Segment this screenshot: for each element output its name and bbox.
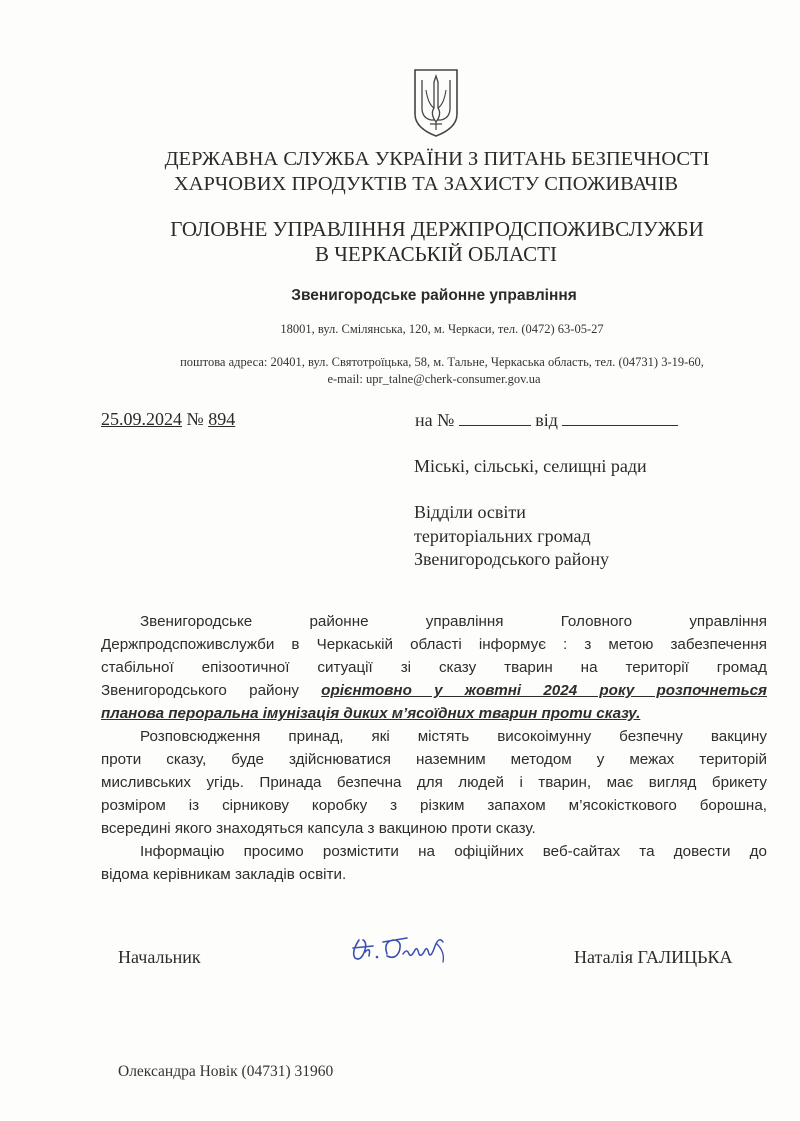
dept-title-line-1: ГОЛОВНЕ УПРАВЛІННЯ ДЕРЖПРОДСПОЖИВСЛУЖБИ — [170, 217, 704, 241]
registration-date: 25.09.2024 — [101, 409, 182, 429]
reference-line — [415, 410, 678, 431]
body-p1-line-1: Звенигородське районне управління Головного управління — [140, 613, 767, 630]
org-title-line-2: ХАРЧОВИХ ПРОДУКТІВ ТА ЗАХИСТУ СПОЖИВАЧІВ — [173, 173, 679, 195]
registration-line — [101, 409, 235, 430]
registration-number: 894 — [208, 409, 236, 429]
body-p1-line-5 — [101, 705, 767, 722]
ref-number-blank — [459, 411, 531, 426]
ref-number-label: на № — [415, 410, 455, 430]
body-p1-line-2: Держпродспоживслужби в Черкаській області інформує : з метою забезпечення — [101, 636, 767, 653]
body-p2-line-1: Розповсюдження принад, які містять високоімунну безпечну вакцину — [140, 728, 767, 745]
body-p1-line-3: стабільної епізоотичної ситуації зі сказу тварин на території громад — [101, 659, 767, 676]
signer-name: Наталія ГАЛИЦЬКА — [574, 947, 733, 967]
ref-from-label: від — [535, 410, 558, 430]
body-p3-line-1: Інформацію просимо розмістити на офіційних веб-сайтах та довести до — [140, 843, 767, 860]
main-address: 18001, вул. Смілянська, 120, м. Черкаси, тел. (0472) 63-05-27 — [280, 322, 604, 336]
body-p1-emphasis-1: орієнтовно у жовтні 2024 року розпочнеться — [321, 682, 767, 699]
body-p2-line-5: всередині якого знаходяться капсула з вакциною проти сказу. — [101, 820, 536, 837]
handwritten-signature — [347, 932, 451, 966]
body-p1-line-4-plain: Звенигородського району — [101, 682, 322, 699]
body-p1-line-4 — [101, 682, 767, 699]
ref-date-blank — [562, 411, 678, 426]
org-title-line-1: ДЕРЖАВНА СЛУЖБА УКРАЇНИ З ПИТАНЬ БЕЗПЕЧНОСТІ — [164, 148, 710, 170]
addressee-education-2: територіальних громад — [414, 526, 591, 546]
addressee-education-1: Відділи освіти — [414, 502, 526, 522]
body-p1-emphasis-2: планова пероральна імунізація диких м’ясоїдних тварин проти сказу. — [101, 705, 641, 722]
body-p2-line-4: розміром із сірникову коробку з різким запахом м’ясокісткового борошна, — [101, 797, 767, 814]
email-address: e-mail: upr_talne@cherk-consumer.gov.ua — [327, 372, 541, 386]
district-office-title: Звенигородське районне управління — [291, 287, 577, 304]
postal-address: поштова адреса: 20401, вул. Святотроїцька, 58, м. Тальне, Черкаська область, тел. (04731) 3-19-60, — [180, 355, 704, 369]
dept-title-line-2: В ЧЕРКАСЬКІЙ ОБЛАСТІ — [315, 242, 557, 266]
body-p3-line-2: відома керівникам закладів освіти. — [101, 866, 347, 883]
executor-contact: Олександра Новік (04731) 31960 — [118, 1063, 334, 1080]
ukraine-trident-icon — [411, 68, 461, 138]
addressee-education-3: Звенигородського району — [414, 549, 609, 569]
signer-position: Начальник — [118, 947, 201, 967]
number-sign: № — [186, 409, 204, 429]
body-p2-line-3: мисливських угідь. Принада безпечна для людей і тварин, має вигляд брикету — [101, 774, 767, 791]
addressee-councils: Міські, сільські, селищні ради — [414, 456, 647, 476]
body-p2-line-2: проти сказу, буде здійснюватися наземним методом у межах територій — [101, 751, 767, 768]
